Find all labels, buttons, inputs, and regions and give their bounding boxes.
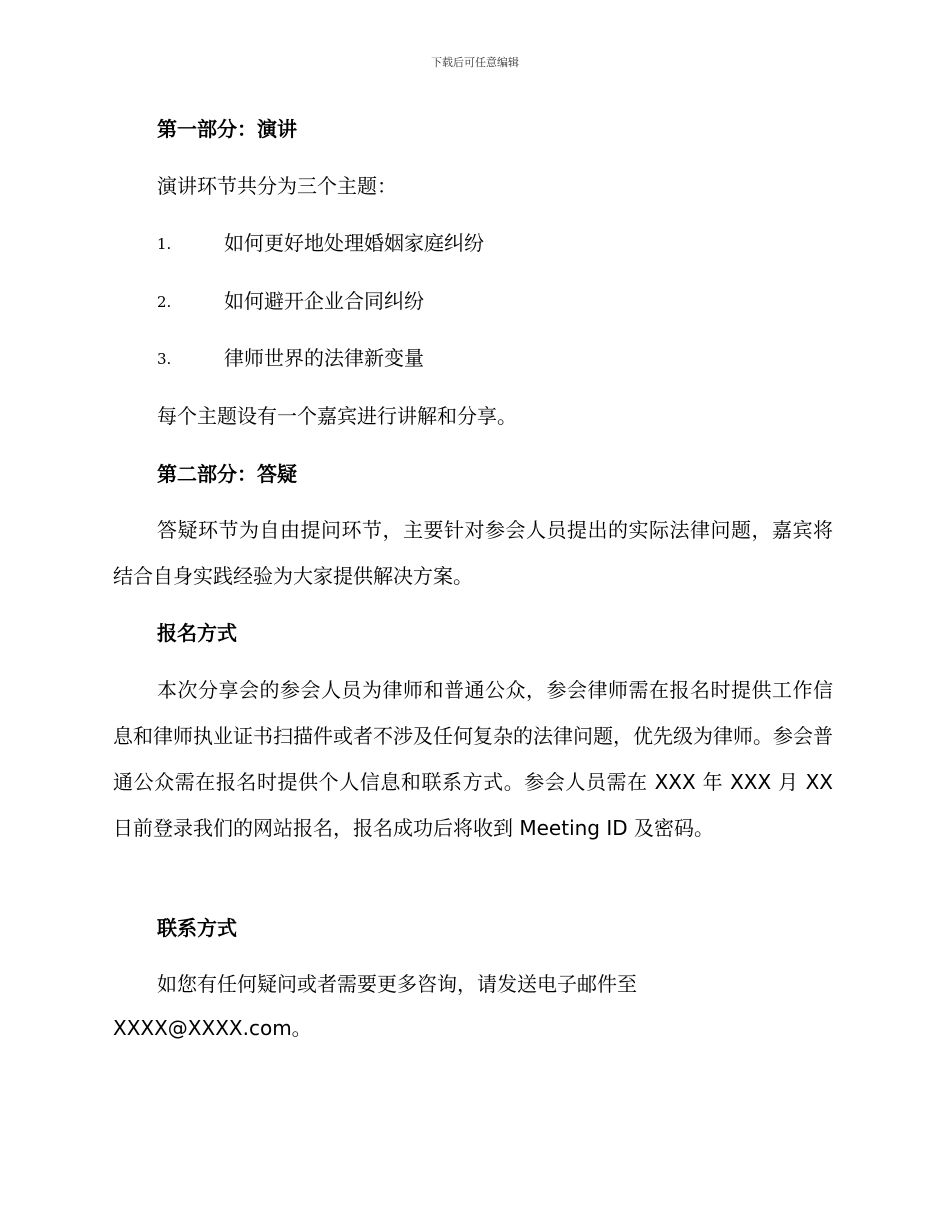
page-header-note: 下载后可任意编辑 (431, 56, 519, 69)
part1-intro: 演讲环节共分为三个主题： (157, 174, 397, 198)
part1-closing: 每个主题设有一个嘉宾进行讲解和分享。 (157, 404, 517, 428)
list-item-number: 1. (157, 235, 172, 253)
list-item-number: 2. (157, 293, 172, 311)
list-item: 律师世界的法律新变量 (224, 346, 424, 370)
list-item-number: 3. (157, 350, 172, 368)
registration-body: 本次分享会的参会人员为律师和普通公众，参会律师需在报名时提供工作信息和律师执业证书扫描件或者不涉及任何复杂的法律问题，优先级为律师。参会普通公众需在报名时提供个人信息和联系方式。参会人员需在 XXX 年 XXX 月 XX 日前登录我们的网站报名，报名成功后将收到 Meeting ID 及密码。 (113, 678, 833, 840)
registration-heading: 报名方式 (157, 621, 237, 645)
contact-email: XXXX@XXXX.com。 (113, 1016, 312, 1040)
list-item: 如何避开企业合同纠纷 (224, 289, 424, 313)
part2-body: 答疑环节为自由提问环节，主要针对参会人员提出的实际法律问题，嘉宾将结合自身实践经验为大家提供解决方案。 (113, 518, 833, 588)
contact-line: 如您有任何疑问或者需要更多咨询，请发送电子邮件至 (157, 972, 637, 996)
part1-heading: 第一部分：演讲 (157, 117, 297, 141)
part2-heading: 第二部分：答疑 (157, 462, 297, 486)
list-item: 如何更好地处理婚姻家庭纠纷 (224, 231, 484, 255)
contact-heading: 联系方式 (157, 916, 237, 940)
